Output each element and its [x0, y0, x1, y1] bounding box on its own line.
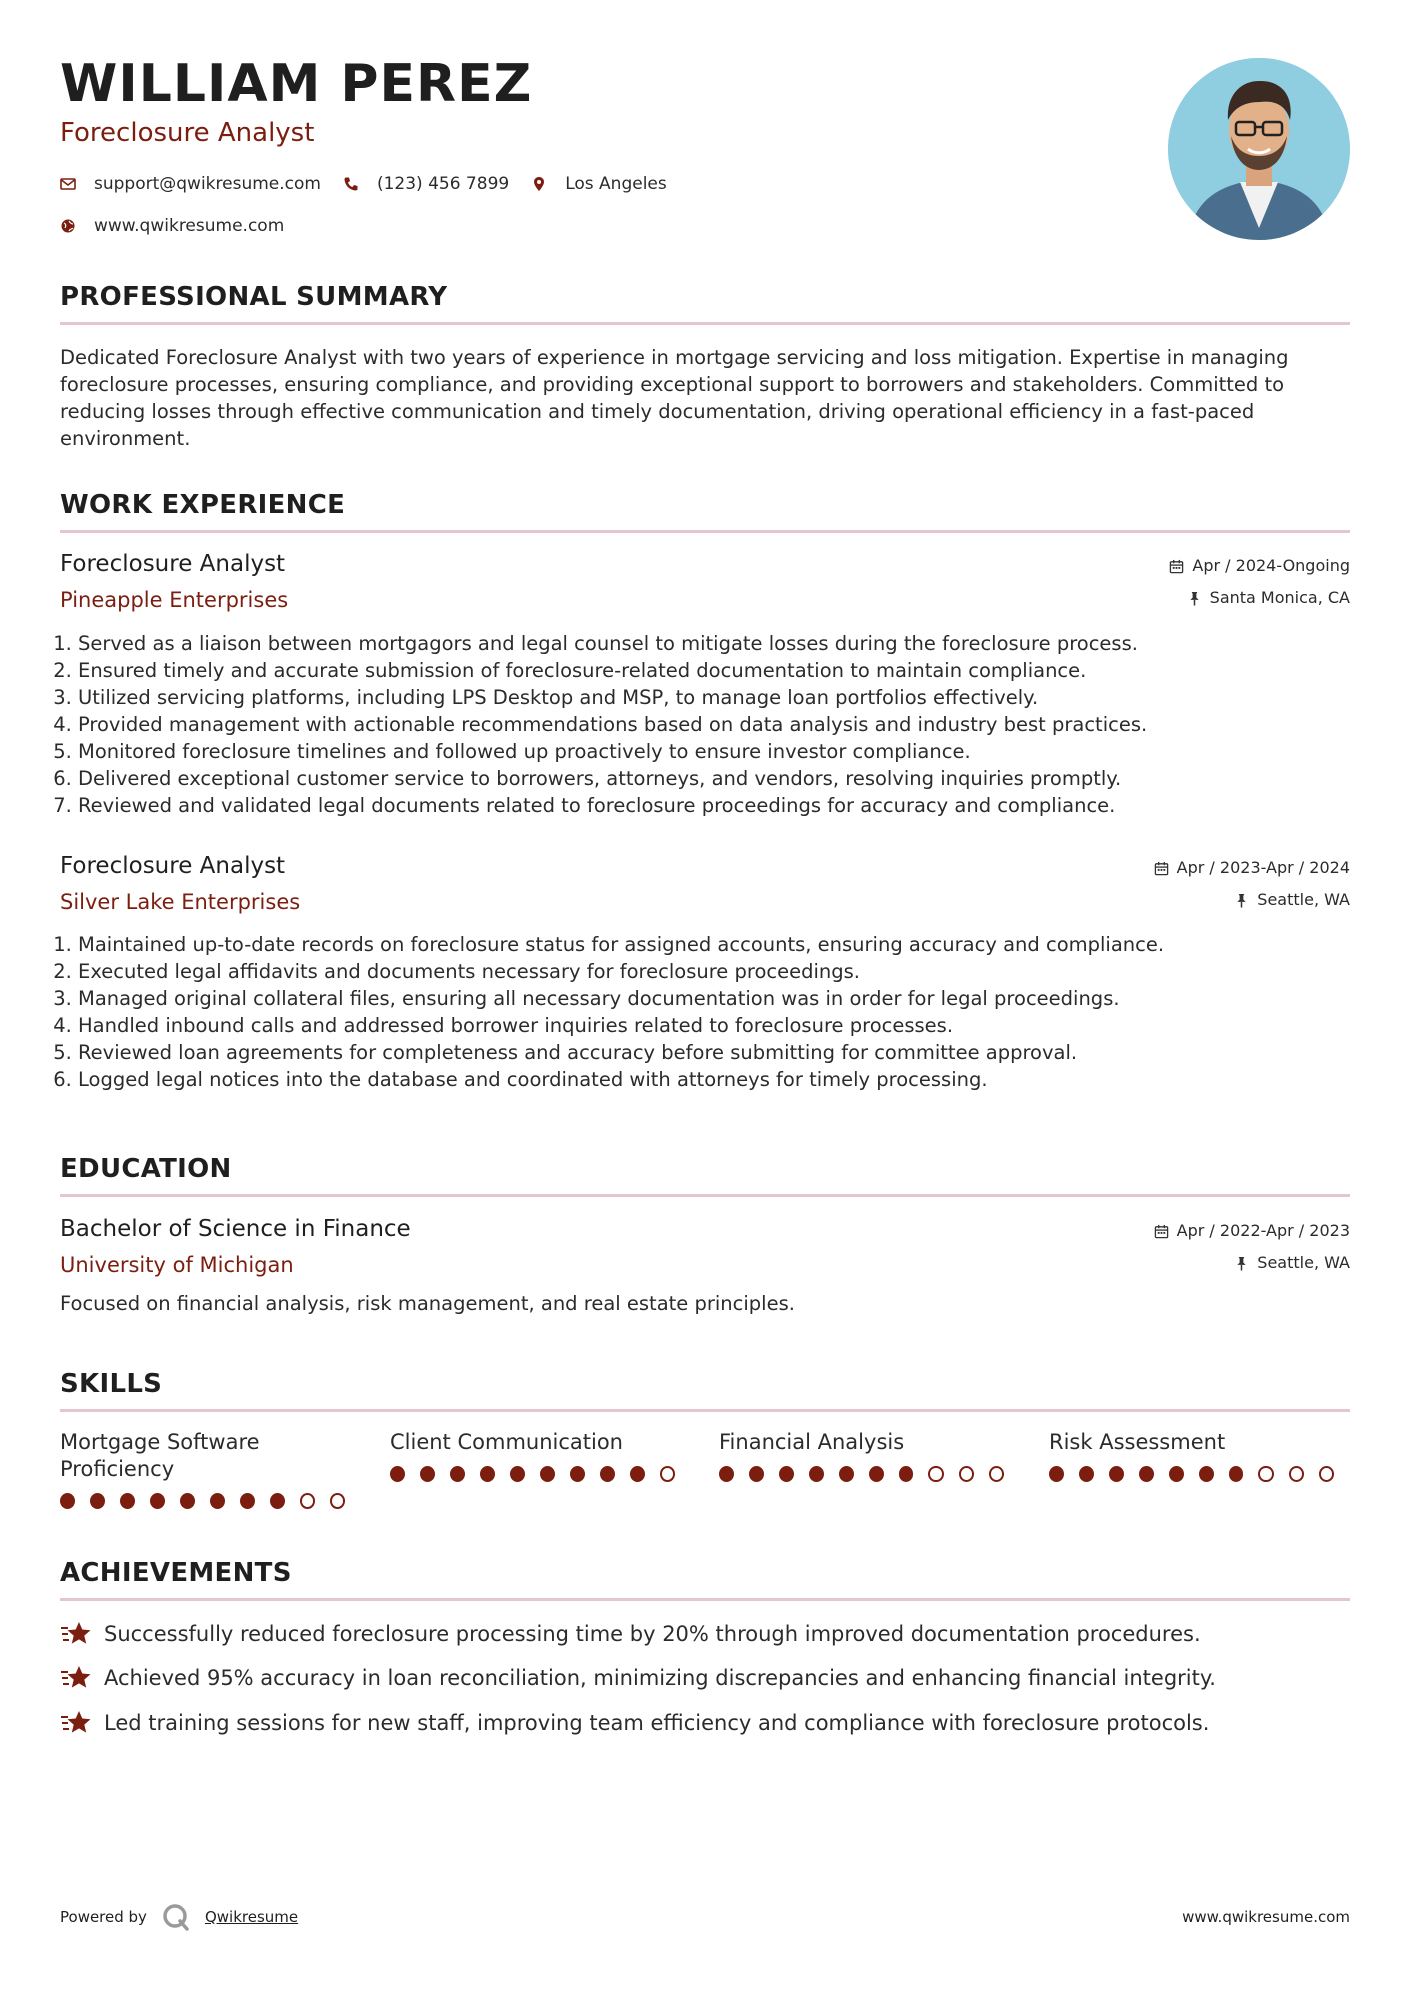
- brand-link[interactable]: Qwikresume: [204, 1908, 299, 1926]
- rating-dot-empty: [1289, 1466, 1304, 1482]
- job-location: [1187, 590, 1350, 606]
- powered-by-label: Powered by: [60, 1908, 147, 1926]
- rating-dot-filled: [630, 1466, 645, 1482]
- skill-item: [1049, 1429, 1349, 1482]
- list-item: 5. Monitored foreclosure timelines and followed up proactively to ensure investor compliance.: [78, 738, 1368, 765]
- rating-dot-filled: [120, 1493, 135, 1509]
- summary-heading: PROFESSIONAL SUMMARY: [60, 282, 448, 312]
- job-company: Silver Lake Enterprises: [60, 890, 301, 914]
- phone-text: (123) 456 7899: [376, 174, 510, 194]
- section-divider: [60, 1194, 1350, 1197]
- rating-dot-filled: [1139, 1466, 1154, 1482]
- star-icon: [60, 1664, 92, 1692]
- education-location: [1234, 1255, 1350, 1271]
- skill-rating: [1049, 1466, 1349, 1482]
- phone-icon: [343, 176, 359, 192]
- rating-dot-filled: [600, 1466, 615, 1482]
- skill-rating: [390, 1466, 690, 1482]
- rating-dot-filled: [1109, 1466, 1124, 1482]
- education-description: Focused on financial analysis, risk management, and real estate principles.: [60, 1292, 795, 1315]
- education-heading: EDUCATION: [60, 1154, 232, 1184]
- achievement-item: [60, 1664, 1350, 1692]
- rating-dot-filled: [60, 1493, 75, 1509]
- job-bullets-1: [60, 630, 1368, 819]
- rating-dot-filled: [270, 1493, 285, 1509]
- rating-dot-filled: [90, 1493, 105, 1509]
- contact-location: [531, 174, 667, 194]
- job-location-text: Seattle, WA: [1257, 890, 1350, 909]
- rating-dot-empty: [660, 1466, 675, 1482]
- calendar-icon: [1154, 1224, 1169, 1239]
- contact-row-2: [60, 216, 306, 236]
- rating-dot-filled: [150, 1493, 165, 1509]
- achievement-text: Led training sessions for new staff, improving team efficiency and compliance with foreclosure protocols.: [104, 1711, 1210, 1735]
- skill-item: [60, 1429, 360, 1509]
- rating-dot-filled: [1049, 1466, 1064, 1482]
- skill-name: Client Communication: [390, 1430, 623, 1454]
- calendar-icon: [1169, 559, 1184, 574]
- pushpin-icon: [1234, 1256, 1249, 1271]
- footer-website[interactable]: www.qwikresume.com: [1182, 1908, 1350, 1926]
- list-item: 6. Delivered exceptional customer service to borrowers, attorneys, and vendors, resolving inquiries promptly.: [78, 765, 1368, 792]
- list-item: 4. Provided management with actionable recommendations based on data analysis and industry best practices.: [78, 711, 1368, 738]
- job-company: Pineapple Enterprises: [60, 588, 289, 612]
- rating-dot-filled: [779, 1466, 794, 1482]
- rating-dot-empty: [928, 1466, 943, 1482]
- job-date-text: Apr / 2023-Apr / 2024: [1176, 858, 1350, 877]
- star-icon: [60, 1620, 92, 1648]
- job-location: [1234, 892, 1350, 908]
- rating-dot-filled: [180, 1493, 195, 1509]
- summary-text: Dedicated Foreclosure Analyst with two years of experience in mortgage servicing and loss mitigation. Expertise in managing foreclosure processes, ensuring compliance, and providing exceptional support to borrowers and stakeholders. Committed to reducing losses through effective communication and timely documentation, driving operational efficiency in a fast-paced environment.: [60, 346, 1289, 450]
- candidate-title: Foreclosure Analyst: [60, 118, 315, 148]
- qwikresume-logo-icon: [161, 1902, 191, 1932]
- rating-dot-filled: [510, 1466, 525, 1482]
- calendar-icon: [1154, 861, 1169, 876]
- rating-dot-filled: [1229, 1466, 1244, 1482]
- footer-powered-by: [60, 1902, 298, 1932]
- school: University of Michigan: [60, 1253, 294, 1277]
- job-date: [1169, 558, 1350, 574]
- contact-email[interactable]: [60, 174, 321, 194]
- pushpin-icon: [1187, 591, 1202, 606]
- experience-heading: WORK EXPERIENCE: [60, 490, 346, 520]
- achievement-item: [60, 1620, 1350, 1648]
- rating-dot-filled: [540, 1466, 555, 1482]
- rating-dot-filled: [1199, 1466, 1214, 1482]
- rating-dot-empty: [300, 1493, 315, 1509]
- list-item: 1. Served as a liaison between mortgagors and legal counsel to mitigate losses during the foreclosure process.: [78, 630, 1368, 657]
- rating-dot-filled: [1169, 1466, 1184, 1482]
- rating-dot-filled: [240, 1493, 255, 1509]
- rating-dot-filled: [719, 1466, 734, 1482]
- envelope-icon: [60, 176, 76, 192]
- achievement-text: Successfully reduced foreclosure processing time by 20% through improved documentation procedures.: [104, 1622, 1201, 1646]
- skill-item: [390, 1429, 690, 1482]
- rating-dot-filled: [390, 1466, 405, 1482]
- job-bullets-2: [60, 931, 1368, 1093]
- skill-rating: [60, 1493, 360, 1509]
- contact-row: [60, 174, 689, 194]
- profile-photo: [1168, 58, 1350, 240]
- rating-dot-filled: [420, 1466, 435, 1482]
- rating-dot-filled: [1079, 1466, 1094, 1482]
- skill-name: Financial Analysis: [719, 1430, 905, 1454]
- job-role: Foreclosure Analyst: [60, 853, 286, 879]
- rating-dot-empty: [330, 1493, 345, 1509]
- rating-dot-filled: [809, 1466, 824, 1482]
- list-item: 7. Reviewed and validated legal documents related to foreclosure proceedings for accuracy and compliance.: [78, 792, 1368, 819]
- degree: Bachelor of Science in Finance: [60, 1216, 411, 1242]
- map-pin-icon: [531, 176, 547, 192]
- achievement-item: [60, 1709, 1350, 1737]
- list-item: 3. Managed original collateral files, ensuring all necessary documentation was in order for legal proceedings.: [78, 985, 1368, 1012]
- rating-dot-filled: [480, 1466, 495, 1482]
- rating-dot-filled: [749, 1466, 764, 1482]
- list-item: 2. Ensured timely and accurate submission of foreclosure-related documentation to maintain compliance.: [78, 657, 1368, 684]
- section-divider: [60, 1409, 1350, 1412]
- skills-heading: SKILLS: [60, 1369, 163, 1399]
- pushpin-icon: [1234, 893, 1249, 908]
- rating-dot-filled: [839, 1466, 854, 1482]
- rating-dot-filled: [869, 1466, 884, 1482]
- rating-dot-empty: [1319, 1466, 1334, 1482]
- education-date: [1154, 1223, 1350, 1239]
- rating-dot-empty: [989, 1466, 1004, 1482]
- email-text: support@qwikresume.com: [94, 174, 321, 194]
- rating-dot-filled: [899, 1466, 914, 1482]
- location-text: Los Angeles: [565, 174, 667, 194]
- list-item: 4. Handled inbound calls and addressed borrower inquiries related to foreclosure processes.: [78, 1012, 1368, 1039]
- rating-dot-filled: [210, 1493, 225, 1509]
- contact-website[interactable]: [60, 216, 284, 236]
- rating-dot-empty: [959, 1466, 974, 1482]
- job-location-text: Santa Monica, CA: [1209, 588, 1350, 607]
- list-item: 1. Maintained up-to-date records on foreclosure status for assigned accounts, ensuring accuracy and compliance.: [78, 931, 1368, 958]
- section-divider: [60, 1598, 1350, 1601]
- skill-name: Risk Assessment: [1049, 1430, 1226, 1454]
- star-icon: [60, 1709, 92, 1737]
- list-item: 2. Executed legal affidavits and documents necessary for foreclosure proceedings.: [78, 958, 1368, 985]
- list-item: 6. Logged legal notices into the database and coordinated with attorneys for timely processing.: [78, 1066, 1368, 1093]
- rating-dot-empty: [1258, 1466, 1273, 1482]
- job-date: [1154, 860, 1350, 876]
- candidate-name: WILLIAM PEREZ: [60, 54, 533, 114]
- rating-dot-filled: [570, 1466, 585, 1482]
- globe-icon: [60, 218, 76, 234]
- achievement-text: Achieved 95% accuracy in loan reconciliation, minimizing discrepancies and enhancing financial integrity.: [104, 1666, 1216, 1690]
- skill-rating: [719, 1466, 1019, 1482]
- achievements-heading: ACHIEVEMENTS: [60, 1558, 292, 1588]
- list-item: 3. Utilized servicing platforms, including LPS Desktop and MSP, to manage loan portfolios effectively.: [78, 684, 1368, 711]
- skill-item: [719, 1429, 1019, 1482]
- education-date-text: Apr / 2022-Apr / 2023: [1176, 1221, 1350, 1240]
- job-role: Foreclosure Analyst: [60, 551, 286, 577]
- section-divider: [60, 530, 1350, 533]
- rating-dot-filled: [450, 1466, 465, 1482]
- education-location-text: Seattle, WA: [1257, 1253, 1350, 1272]
- job-date-text: Apr / 2024-Ongoing: [1192, 556, 1350, 575]
- skill-name: Mortgage Software Proficiency: [60, 1430, 260, 1481]
- list-item: 5. Reviewed loan agreements for completeness and accuracy before submitting for committee approval.: [78, 1039, 1368, 1066]
- website-text: www.qwikresume.com: [94, 216, 285, 236]
- section-divider: [60, 322, 1350, 325]
- contact-phone[interactable]: [343, 174, 509, 194]
